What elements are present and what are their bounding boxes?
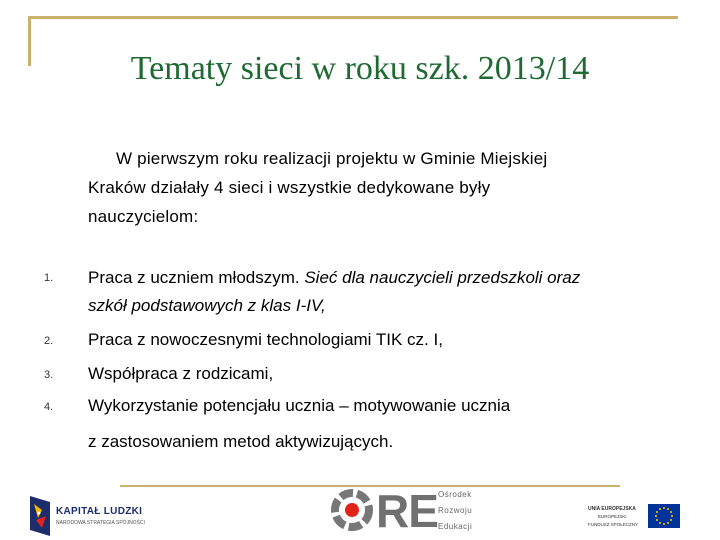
kapital-ludzki-mark-icon: [30, 496, 50, 536]
list-item-text: Praca z uczniem młodszym.: [88, 268, 300, 287]
ore-logo: [330, 485, 490, 537]
list-item-continuation: z zastosowaniem metod aktywizujących.: [88, 432, 394, 451]
intro-line-2: Kraków działały 4 sieci i wszystkie dedykowane były: [88, 178, 491, 197]
list-item-text: Wykorzystanie potencjału ucznia – motywowanie ucznia: [88, 396, 511, 415]
ore-line-1: Ośrodek: [438, 490, 472, 499]
list-item-text: Współpraca z rodzicami,: [88, 364, 274, 383]
list-item-italic: Sieć dla nauczycieli przedszkoli oraz: [299, 268, 581, 287]
list-item-italic-2: szkół podstawowych z klas I-IV,: [88, 296, 326, 315]
list-number: 4.: [44, 401, 54, 413]
eu-logo: [588, 500, 688, 536]
eu-flag-icon: [648, 504, 680, 528]
ore-line-2: Rozwoju: [438, 506, 473, 515]
intro-line-1: W pierwszym roku realizacji projektu w Gminie Miejskiej: [116, 149, 548, 168]
list-item-text: Praca z nowoczesnymi technologiami TIK cz. I,: [88, 330, 443, 349]
kapital-ludzki-sub: NARODOWA STRATEGIA SPÓJNOŚCI: [56, 520, 145, 526]
ore-letters: RE: [376, 485, 438, 537]
list-number: 1.: [44, 272, 54, 284]
list-number: 3.: [44, 369, 54, 381]
kapital-ludzki-name: KAPITAŁ LUDZKI: [56, 506, 143, 517]
ore-o-icon: [330, 488, 374, 532]
list-item-4: [88, 392, 688, 456]
intro-paragraph: [88, 144, 648, 231]
list-number: 2.: [44, 335, 54, 347]
eu-line-2: EUROPEJSKI: [598, 514, 627, 519]
list-item-1: [88, 264, 688, 320]
kapital-ludzki-logo: [30, 494, 150, 538]
eu-line-1: UNIA EUROPEJSKA: [588, 506, 636, 512]
list-item-3: [88, 360, 688, 388]
intro-line-3: nauczycielom:: [88, 207, 199, 226]
list-item-2: [88, 326, 688, 354]
ore-line-3: Edukacji: [438, 522, 473, 531]
frame-top-rule: [28, 16, 678, 19]
footer-rule: [120, 485, 620, 487]
slide-title: Tematy sieci w roku szk. 2013/14: [130, 50, 590, 87]
eu-line-3: FUNDUSZ SPOŁECZNY: [588, 522, 639, 527]
